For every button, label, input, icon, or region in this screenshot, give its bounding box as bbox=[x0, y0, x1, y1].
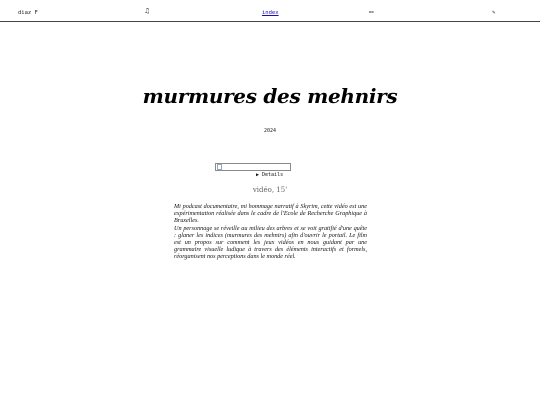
pencil-icon[interactable]: ✎ bbox=[492, 10, 496, 16]
description-paragraph-1: Mi podcast documentaire, mi hommage narratif à Skyrim, cette vidéo est une expérimentation réalisée dans le cadre de l'Ecole de Recherche Graphique à Bruxelles. bbox=[174, 203, 367, 225]
nav-author-name[interactable]: diaz F bbox=[18, 10, 38, 16]
top-nav-bar bbox=[0, 0, 540, 22]
music-icon[interactable]: ♫ bbox=[145, 7, 150, 15]
broken-image-icon bbox=[217, 164, 222, 170]
project-description bbox=[174, 203, 367, 261]
glasses-icon[interactable]: ⚯ bbox=[369, 10, 374, 16]
project-year: 2024 bbox=[263, 128, 277, 134]
media-caption: vidéo, 15' bbox=[252, 186, 288, 194]
nav-index-link[interactable]: index bbox=[262, 10, 279, 16]
details-toggle[interactable]: ▶ Details bbox=[256, 172, 284, 178]
video-player-placeholder[interactable] bbox=[215, 163, 291, 171]
description-paragraph-2: Un personnage se réveille au milieu des arbres et se voit gratifié d'une quête : glaner les indices (murmures des mehnirs) afin d'ouvrir le portail. Le film est un propos sur comment les jeux vidéos en nous guidant par une grammaire visuelle ludique à travers des éléments interactifs et formels, réorganisent nos perceptions dans le monde réel. bbox=[174, 224, 367, 261]
project-title: murmures des mehnirs bbox=[142, 84, 398, 108]
